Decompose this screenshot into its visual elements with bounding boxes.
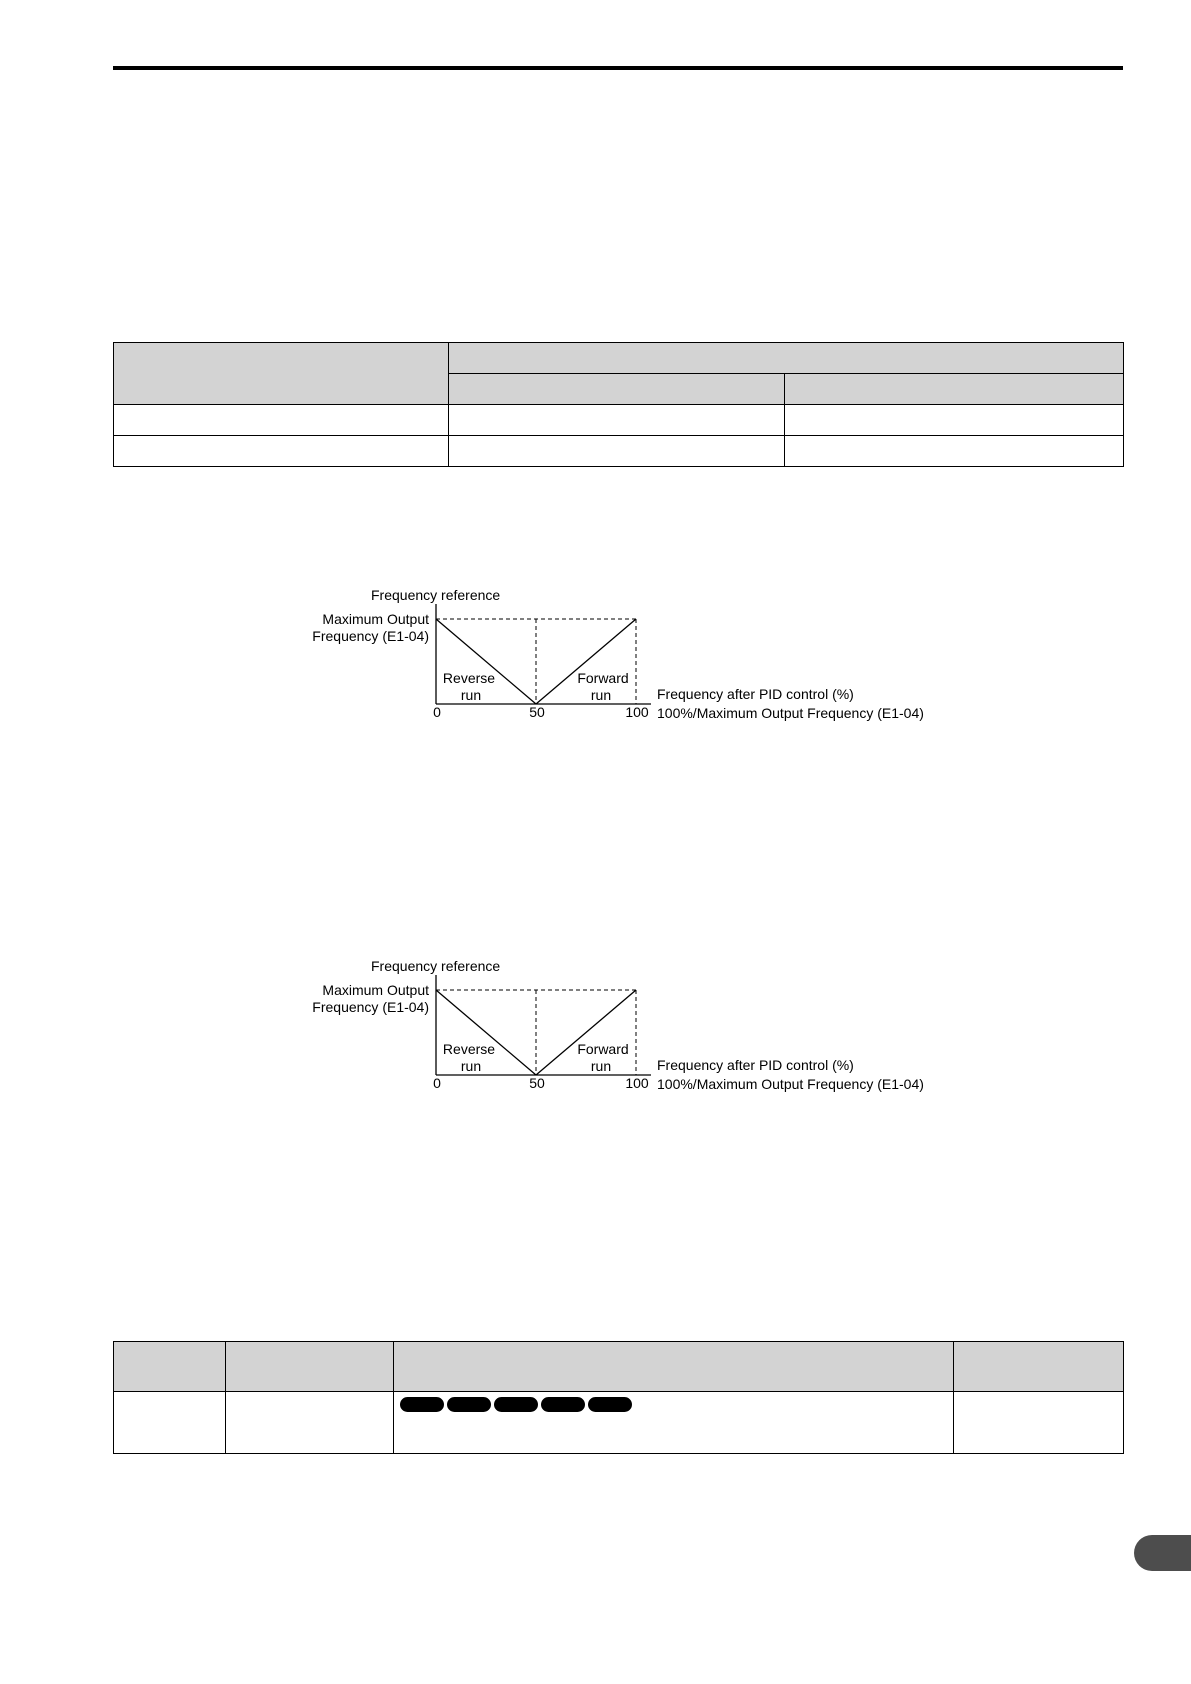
table-cell: [114, 1392, 226, 1454]
parameter-table: [113, 1341, 1124, 1454]
y-axis-title: Frequency reference: [371, 958, 501, 974]
table-header-cell: [114, 1342, 226, 1392]
pid-frequency-diagram-2: [0, 956, 1191, 1096]
table-cell: [449, 405, 785, 436]
reverse-run-line: [436, 619, 536, 704]
control-mode-badge: [447, 1397, 491, 1412]
y-axis-title: Frequency reference: [371, 587, 501, 603]
x-tick-0: 0: [433, 704, 441, 720]
y-max-label-line1: Maximum Output: [322, 982, 429, 998]
control-mode-badge: [588, 1397, 632, 1412]
y-max-label-line2: Frequency (E1-04): [312, 628, 429, 644]
forward-run-label-line1: Forward: [577, 670, 629, 686]
reverse-run-label-line2: run: [460, 1058, 482, 1074]
table-header-cell: [226, 1342, 394, 1392]
table-header-cell: [114, 343, 449, 405]
table-subheader-cell: [785, 374, 1124, 405]
x-tick-100: 100: [625, 1075, 649, 1091]
table-cell: [226, 1392, 394, 1454]
table-header-cell: [954, 1342, 1124, 1392]
table-cell: [785, 436, 1124, 467]
forward-run-label-line2: run: [590, 687, 612, 703]
reverse-run-label-line1: Reverse: [442, 1041, 496, 1057]
table-cell: [114, 436, 449, 467]
table-cell: [114, 405, 449, 436]
x-axis-title-line2: 100%/Maximum Output Frequency (E1-04): [657, 705, 924, 721]
reverse-run-label-line2: run: [460, 687, 482, 703]
table-row: [114, 405, 1124, 436]
forward-run-line: [536, 990, 636, 1075]
header-rule: [113, 66, 1123, 70]
settings-table: [113, 342, 1124, 467]
table-subheader-cell: [449, 374, 785, 405]
x-tick-50: 50: [529, 704, 545, 720]
table-header-cell: [449, 343, 1124, 374]
x-axis-title-line2: 100%/Maximum Output Frequency (E1-04): [657, 1076, 924, 1092]
forward-run-line: [536, 619, 636, 704]
x-tick-100: 100: [625, 704, 649, 720]
forward-run-label-line2: run: [590, 1058, 612, 1074]
table-cell: [449, 436, 785, 467]
control-mode-badge: [400, 1397, 444, 1412]
x-axis-title-line1: Frequency after PID control (%): [657, 686, 854, 702]
control-mode-badges: [394, 1392, 954, 1454]
chapter-tab: [1134, 1535, 1191, 1571]
table-row: [114, 1392, 1124, 1454]
y-max-label-line1: Maximum Output: [322, 611, 429, 627]
x-tick-50: 50: [529, 1075, 545, 1091]
reverse-run-line: [436, 990, 536, 1075]
reverse-run-label-line1: Reverse: [442, 670, 496, 686]
x-tick-0: 0: [433, 1075, 441, 1091]
table-row: [114, 436, 1124, 467]
table-header-cell: [394, 1342, 954, 1392]
table-cell: [954, 1392, 1124, 1454]
pid-frequency-diagram-1: [0, 585, 1191, 725]
control-mode-badge: [541, 1397, 585, 1412]
control-mode-badge: [494, 1397, 538, 1412]
y-max-label-line2: Frequency (E1-04): [312, 999, 429, 1015]
x-axis-title-line1: Frequency after PID control (%): [657, 1057, 854, 1073]
table-cell: [785, 405, 1124, 436]
forward-run-label-line1: Forward: [577, 1041, 629, 1057]
